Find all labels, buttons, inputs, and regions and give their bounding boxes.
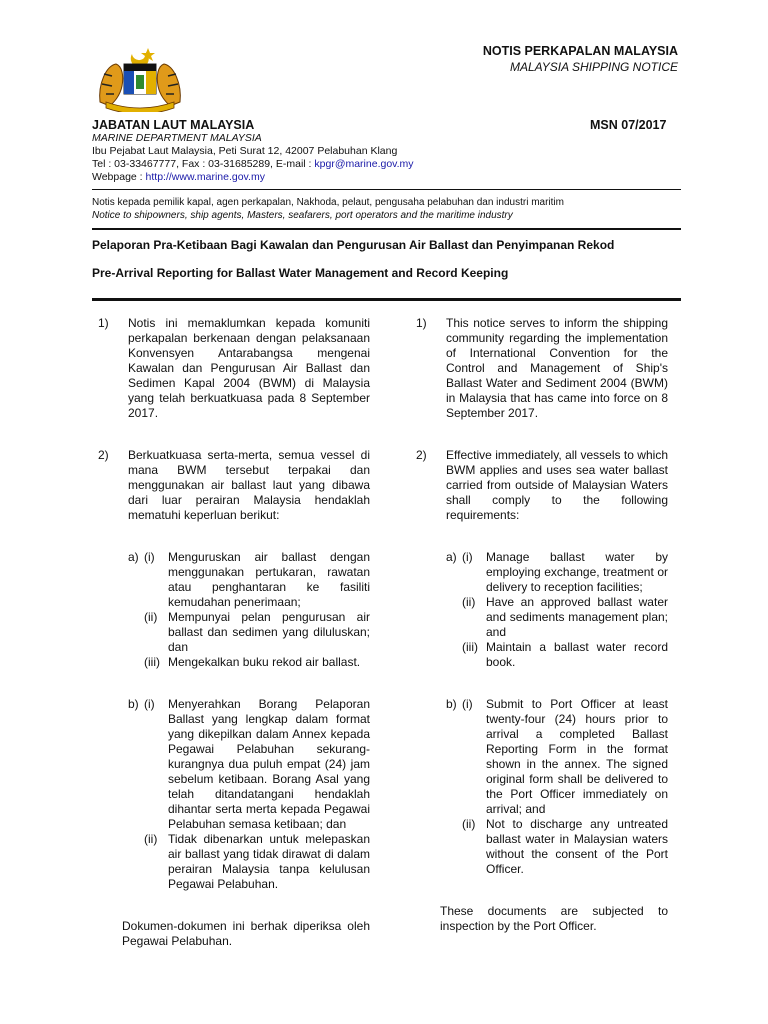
closing-text-en: These documents are subjected to inspection by the Port Officer. bbox=[440, 904, 668, 933]
webpage-link[interactable]: http://www.marine.gov.my bbox=[145, 171, 265, 183]
subsection-a-ms bbox=[92, 550, 370, 670]
department-name: JABATAN LAUT MALAYSIA bbox=[92, 118, 255, 132]
closing-text-ms: Dokumen-dokumen ini berhak diperiksa oleh Pegawai Pelabuhan. bbox=[122, 919, 370, 948]
item-label: (iii) bbox=[144, 655, 160, 669]
item-label: (iii) bbox=[462, 640, 478, 654]
item-label: (ii) bbox=[144, 610, 158, 624]
divider bbox=[92, 228, 681, 230]
paragraph-number: 1) bbox=[98, 316, 109, 330]
paragraph-text: Effective immediately, all vessels to which BWM applies and uses sea water ballast carried from outside of Malaysian Waters shall comply to the following requirements: bbox=[446, 448, 668, 522]
paragraph-2-ms bbox=[92, 448, 370, 523]
item-text: Mengekalkan buku rekod air ballast. bbox=[168, 655, 361, 669]
subsection-label: a) bbox=[128, 550, 139, 564]
notice-audience bbox=[92, 196, 564, 222]
list-item bbox=[462, 697, 668, 817]
item-label: (ii) bbox=[462, 817, 476, 831]
malaysia-coat-of-arms-icon bbox=[92, 44, 188, 112]
list-item bbox=[462, 550, 668, 595]
item-text: Have an approved ballast water and sediments management plan; and bbox=[486, 595, 668, 639]
contact-line bbox=[92, 158, 414, 171]
item-label: (i) bbox=[462, 697, 473, 711]
address-block bbox=[92, 132, 414, 184]
divider bbox=[92, 189, 681, 190]
item-text: Tidak dibenarkan untuk melepaskan air ballast yang tidak dirawat di dalam perairan Malaysia tanpa kelulusan Pegawai Pelabuhan. bbox=[168, 832, 370, 891]
notice-audience-en: Notice to shipowners, ship agents, Masters, seafarers, port operators and the maritime industry bbox=[92, 210, 513, 221]
list-item bbox=[144, 655, 370, 670]
notice-subtitle: MALAYSIA SHIPPING NOTICE bbox=[509, 60, 678, 74]
list-item bbox=[462, 817, 668, 877]
document-title-ms: Pelaporan Pra-Ketibaan Bagi Kawalan dan Pengurusan Air Ballast dan Penyimpanan Rekod bbox=[92, 238, 615, 252]
paragraph-number: 1) bbox=[416, 316, 427, 330]
item-text: Manage ballast water by employing exchange, treatment or delivery to reception facilities; bbox=[486, 550, 668, 594]
subsection-label: a) bbox=[446, 550, 457, 564]
list-item bbox=[462, 640, 668, 670]
email-link[interactable]: kpgr@marine.gov.my bbox=[314, 158, 414, 170]
list-item bbox=[462, 595, 668, 640]
paragraph-1-en bbox=[410, 316, 668, 421]
list-item bbox=[144, 550, 370, 610]
paragraph-text: Notis ini memaklumkan kepada komuniti perkapalan berkenaan dengan pelaksanaan Konvensyen Antarabangsa mengenai Kawalan dan Pengurusan Air Ballast dan Sedimen Kapal 2004 (BWM) di Malaysia yang telah berkuatkuasa pada 8 September 2017. bbox=[128, 316, 370, 420]
item-label: (ii) bbox=[462, 595, 476, 609]
item-text: Menyerahkan Borang Pelaporan Ballast yang lengkap dalam format yang dikepilkan dalam Annex kepada Pegawai Pelabuhan sekurang-kurangnya dua puluh empat (24) jam sebelum ketibaan. Borang Asal yang telah ditandatangani hendaklah dihantar serta merta kepada Pegawai Pelabuhan semasa ketibaan; dan bbox=[168, 697, 370, 831]
paragraph-text: Berkuatkuasa serta-merta, semua vessel di mana BWM tersebut terpakai dan menggunakan air ballast laut yang dibawa dari luar perairan Malaysia hendaklah mematuhi keperluan berikut: bbox=[128, 448, 370, 522]
list-item bbox=[144, 610, 370, 655]
list-item bbox=[144, 832, 370, 892]
subsection-label: b) bbox=[446, 697, 457, 711]
paragraph-text: This notice serves to inform the shipping community regarding the implementation of International Convention for the Control and Management of Ship's Ballast Water and Sediment 2004 (BWM) in Malaysia that has came into force on 8 September 2017. bbox=[446, 316, 668, 420]
paragraph-2-en bbox=[410, 448, 668, 523]
department-name-en: MARINE DEPARTMENT MALAYSIA bbox=[92, 132, 262, 144]
item-label: (i) bbox=[144, 550, 155, 564]
item-label: (i) bbox=[462, 550, 473, 564]
subsection-b-en bbox=[410, 697, 668, 877]
english-column bbox=[410, 316, 668, 934]
item-text: Maintain a ballast water record book. bbox=[486, 640, 668, 669]
address-line: Ibu Pejabat Laut Malaysia, Peti Surat 12, 42007 Pelabuhan Klang bbox=[92, 145, 398, 157]
msn-number: MSN 07/2017 bbox=[590, 118, 667, 132]
list-item bbox=[144, 697, 370, 832]
notice-title: NOTIS PERKAPALAN MALAYSIA bbox=[482, 44, 678, 58]
item-label: (ii) bbox=[144, 832, 158, 846]
item-text: Mempunyai pelan pengurusan air ballast dan sedimen yang diluluskan; dan bbox=[168, 610, 370, 654]
document-title-en: Pre-Arrival Reporting for Ballast Water Management and Record Keeping bbox=[92, 266, 509, 280]
webpage-line bbox=[92, 171, 414, 184]
item-text: Submit to Port Officer at least twenty-four (24) hours prior to arrival a completed Ballast Reporting Form in the format shown in the annex. The signed original form shall be delivered to the Port Officer immediately on arrival; and bbox=[486, 697, 668, 816]
divider bbox=[92, 298, 681, 301]
notice-audience-ms: Notis kepada pemilik kapal, agen perkapalan, Nakhoda, pelaut, pengusaha pelabuhan dan industri maritim bbox=[92, 197, 564, 208]
paragraph-number: 2) bbox=[416, 448, 427, 462]
item-text: Not to discharge any untreated ballast water in Malaysian waters without the consent of the Port Officer. bbox=[486, 817, 668, 876]
item-text: Menguruskan air ballast dengan menggunakan pertukaran, rawatan atau penghantaran ke fasiliti kemudahan penerimaan; bbox=[168, 550, 370, 609]
item-label: (i) bbox=[144, 697, 155, 711]
malay-column bbox=[92, 316, 370, 949]
subsection-b-ms bbox=[92, 697, 370, 892]
paragraph-1-ms bbox=[92, 316, 370, 421]
contact-prefix: Tel : 03-33467777, Fax : 03-31685289, E-mail : bbox=[92, 158, 315, 170]
subsection-label: b) bbox=[128, 697, 139, 711]
subsection-a-en bbox=[410, 550, 668, 670]
paragraph-number: 2) bbox=[98, 448, 109, 462]
webpage-label: Webpage : bbox=[92, 171, 146, 183]
